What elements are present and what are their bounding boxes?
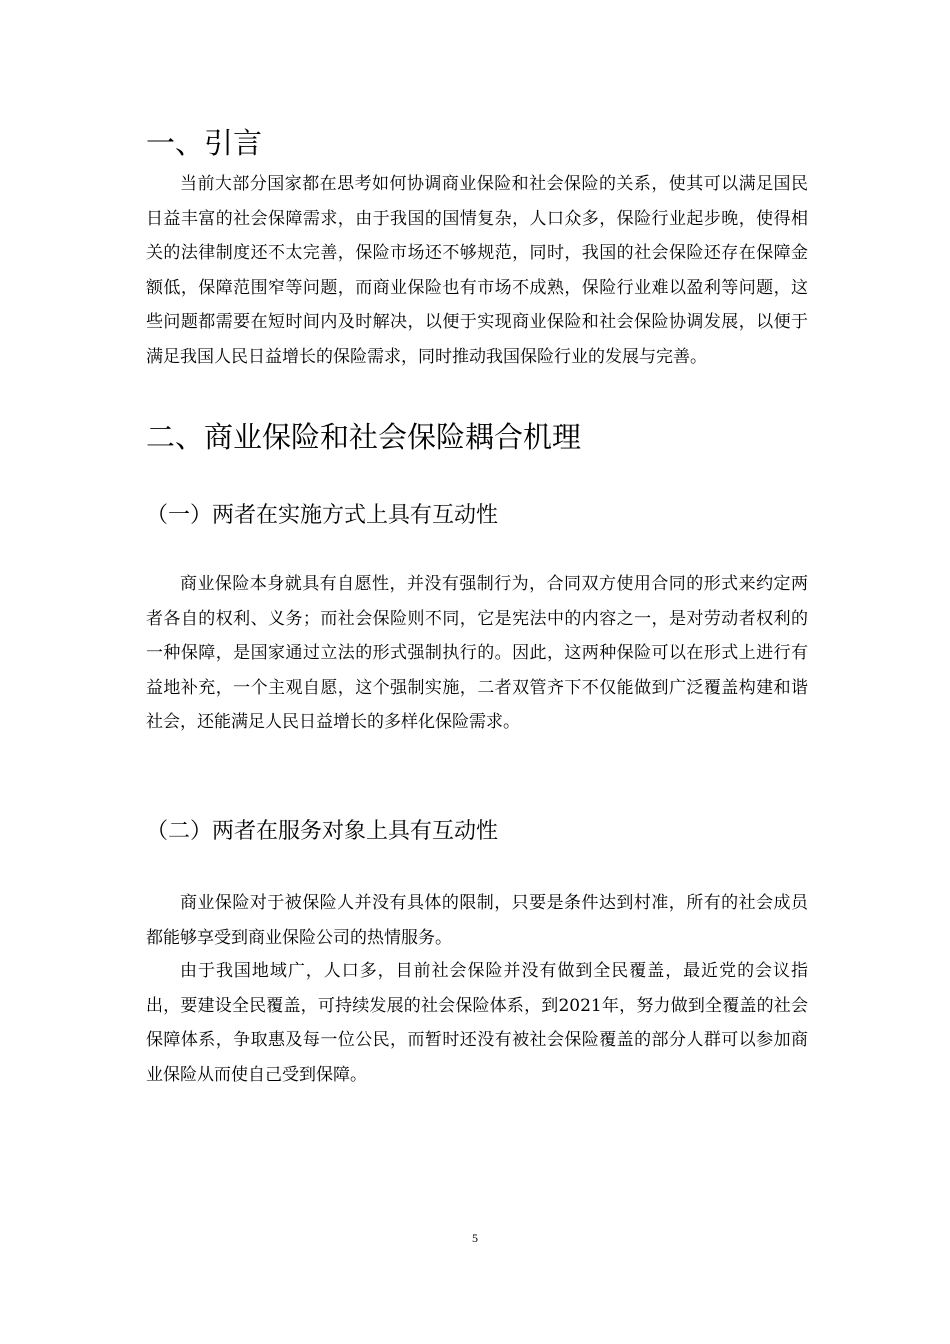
subsection-heading-implementation: （一）两者在实施方式上具有互动性 bbox=[146, 503, 499, 528]
implementation-paragraph: 商业保险本身就具有自愿性，并没有强制行为，合同双方使用合同的形式来约定两者各自的权利、义务；而社会保险则不同，它是宪法中的内容之一，是对劳动者权利的一种保障，是国家通过立法的形式强制执行的。因此，这两种保险可以在形式上进行有益地补充，一个主观自愿，这个强制实施，二者双管齐下不仅能做到广泛覆盖构建和谐社会，还能满足人民日益增长的多样化保险需求。 bbox=[146, 574, 808, 733]
section-heading-introduction: 一、引言 bbox=[146, 126, 263, 160]
service-objects-paragraph-1: 商业保险对于被保险人并没有具体的限制，只要是条件达到村准，所有的社会成员都能够享受到商业保险公司的热情服务。 bbox=[146, 893, 808, 948]
introduction-paragraph: 当前大部分国家都在思考如何协调商业保险和社会保险的关系，使其可以满足国民日益丰富的社会保障需求，由于我国的国情复杂，人口众多，保险行业起步晚，使得相关的法律制度还不太完善，保险市场还不够规范，同时，我国的社会保险还存在保障金额低，保障范围窄等问题，而商业保险也有市场不成熟，保险行业难以盈利等问题，这些问题都需要在短时间内及时解决，以便于实现商业保险和社会保险协调发展，以便于满足我国人民日益增长的保险需求，同时推动我国保险行业的发展与完善。 bbox=[146, 174, 808, 367]
subsection-heading-service-objects: （二）两者在服务对象上具有互动性 bbox=[146, 819, 499, 844]
page-number: 5 bbox=[472, 1231, 478, 1245]
section-heading-coupling-mechanism: 二、商业保险和社会保险耦合机理 bbox=[146, 420, 582, 454]
service-objects-paragraph-2: 由于我国地域广，人口多，目前社会保险并没有做到全民覆盖，最近党的会议指出，要建设全民覆盖，可持续发展的社会保险体系，到2021年，努力做到全覆盖的社会保障体系，争取惠及每一位公民，而暂时还没有被社会保险覆盖的部分人群可以参加商业保险从而使自己受到保障。 bbox=[146, 961, 808, 1085]
